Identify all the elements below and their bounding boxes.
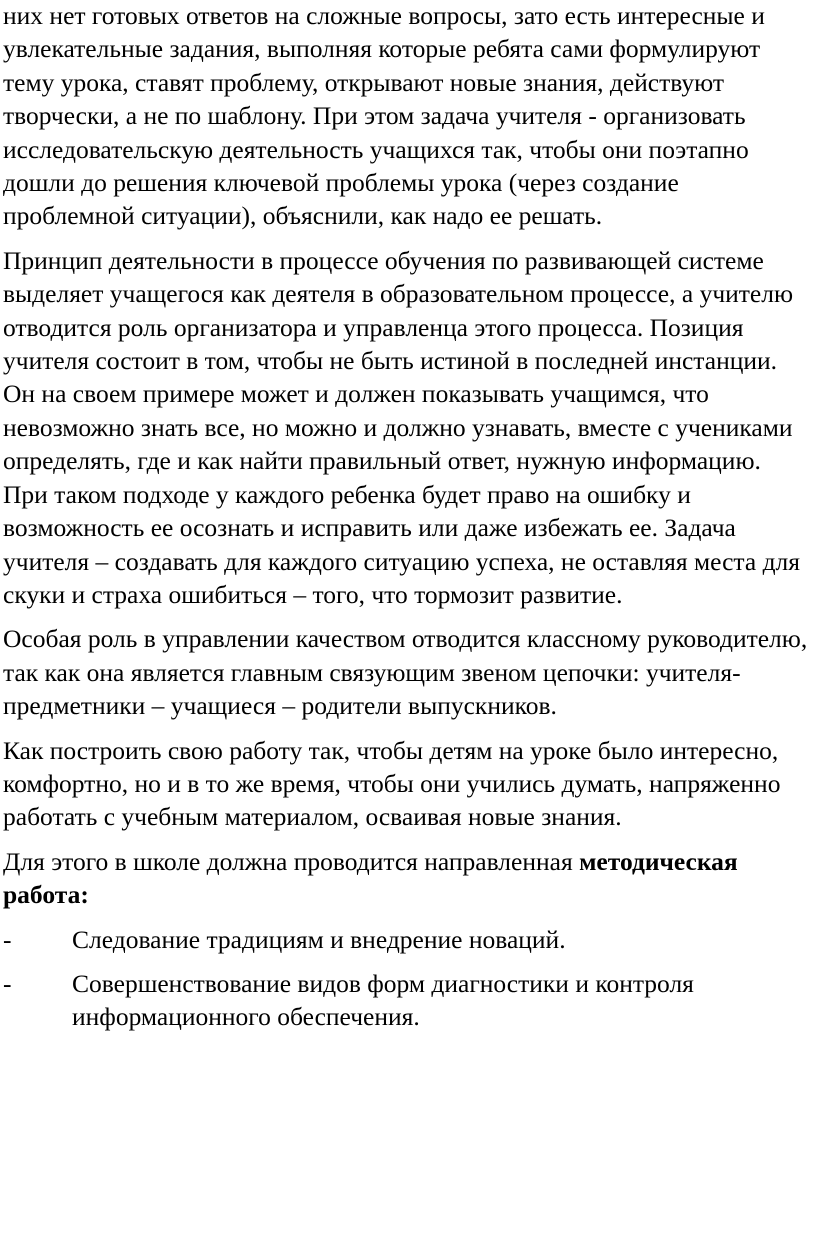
paragraph-methodical-work bbox=[3, 845, 812, 912]
methodical-work-bold: методическая работа: bbox=[3, 846, 738, 910]
paragraph-activity-principle: Принцип деятельности в процессе обучения по развивающей системе выделяет учащегося как деятеля в образовательном процессе, а учителю отводится роль организатора и управленца этого процесса. Позиция учителя состоит в том, чтобы не быть истиной в последней инстанции. Он на своем примере может и должен показывать учащимся, что невозможно знать все, но можно и должно узнавать, вместе с учениками определять, где и как найти правильный ответ, нужную информацию. При таком подходе у каждого ребенка будет право на ошибку и возможность ее осознать и исправить или даже избежать ее. Задача учителя – создавать для каждого ситуацию успеха, не оставляя места для скуки и страха ошибиться – того, что тормозит развитие. bbox=[3, 245, 800, 609]
list-marker: - bbox=[3, 924, 12, 954]
list-item-text: Следование традициям и внедрение новаций. bbox=[72, 924, 566, 954]
paragraph-how-to-build-work: Как построить свою работу так, чтобы детям на уроке было интересно, комфортно, но и в то же время, чтобы они учились думать, напряженно работать с учебным материалом, осваивая новые знания. bbox=[3, 735, 781, 832]
methodical-work-intro: Для этого в школе должна проводится направленная bbox=[3, 846, 580, 876]
list-item-text: Совершенствование видов форм диагностики и контроля информационного обеспечения. bbox=[72, 968, 694, 1032]
list-item-traditions bbox=[3, 923, 812, 956]
paragraph-lesson-tasks: них нет готовых ответов на сложные вопросы, зато есть интересные и увлекательные задания, выполняя которые ребята сами формулируют тему урока, ставят проблему, открывают новые знания, действуют творчески, а не по шаблону. При этом задача учителя - организовать исследовательскую деятельность учащихся так, чтобы они поэтапно дошли до решения ключевой проблемы урока (через создание проблемной ситуации), объяснили, как надо ее решать. bbox=[3, 1, 765, 231]
list-marker: - bbox=[3, 968, 12, 998]
list-item-diagnostics bbox=[3, 967, 812, 1034]
paragraph-class-teacher-role: Особая роль в управлении качеством отводится классному руководителю, так как она является главным связующим звеном цепочки: учителя-предметники – учащиеся – родители выпускников. bbox=[3, 624, 808, 721]
